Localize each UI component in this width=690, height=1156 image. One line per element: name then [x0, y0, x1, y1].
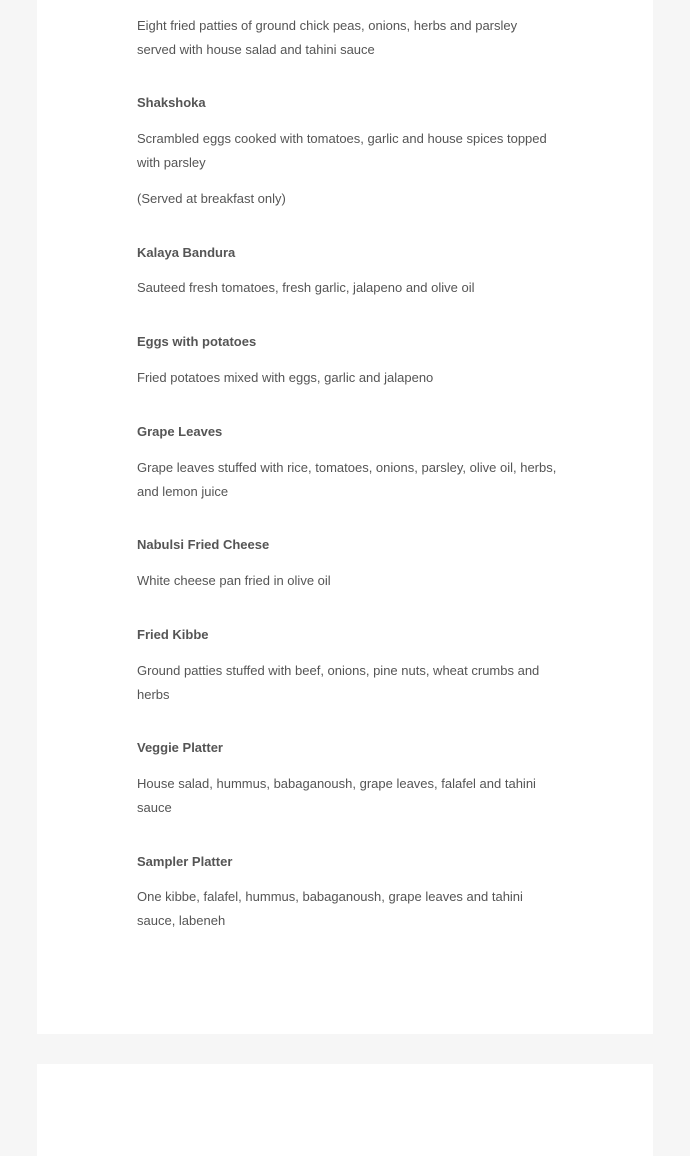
grape-leaves-description: Grape leaves stuffed with rice, tomatoes, onions, parsley, olive oil, herbs, and lemon juice: [137, 460, 557, 499]
nabulsi-fried-cheese-title: Nabulsi Fried Cheese: [137, 537, 270, 552]
sampler-platter-description: One kibbe, falafel, hummus, babaganoush, grape leaves and tahini sauce, labeneh: [137, 889, 523, 928]
falafel-description: Eight fried patties of ground chick peas, onions, herbs and parsley served with house salad and tahini sauce: [137, 18, 518, 57]
eggs-with-potatoes-title: Eggs with potatoes: [137, 334, 257, 349]
veggie-platter-description: House salad, hummus, babaganoush, grape leaves, falafel and tahini sauce: [137, 776, 536, 815]
shakshoka-title: Shakshoka: [137, 95, 206, 110]
veggie-platter-title: Veggie Platter: [137, 740, 223, 755]
fried-kibbe-title: Fried Kibbe: [137, 627, 209, 642]
kalaya-bandura-description: Sauteed fresh tomatoes, fresh garlic, jalapeno and olive oil: [137, 280, 475, 295]
shakshoka-description: Scrambled eggs cooked with tomatoes, garlic and house spices topped with parsley: [137, 131, 547, 170]
menu-card: [37, 0, 653, 1034]
nabulsi-fried-cheese-description: White cheese pan fried in olive oil: [137, 573, 331, 588]
fried-kibbe-description: Ground patties stuffed with beef, onions, pine nuts, wheat crumbs and herbs: [137, 663, 540, 702]
eggs-with-potatoes-description: Fried potatoes mixed with eggs, garlic and jalapeno: [137, 370, 434, 385]
shakshoka-note: (Served at breakfast only): [137, 191, 286, 206]
sampler-platter-title: Sampler Platter: [137, 854, 233, 869]
next-section-card: [37, 1064, 653, 1156]
grape-leaves-title: Grape Leaves: [137, 424, 223, 439]
kalaya-bandura-title: Kalaya Bandura: [137, 245, 236, 260]
